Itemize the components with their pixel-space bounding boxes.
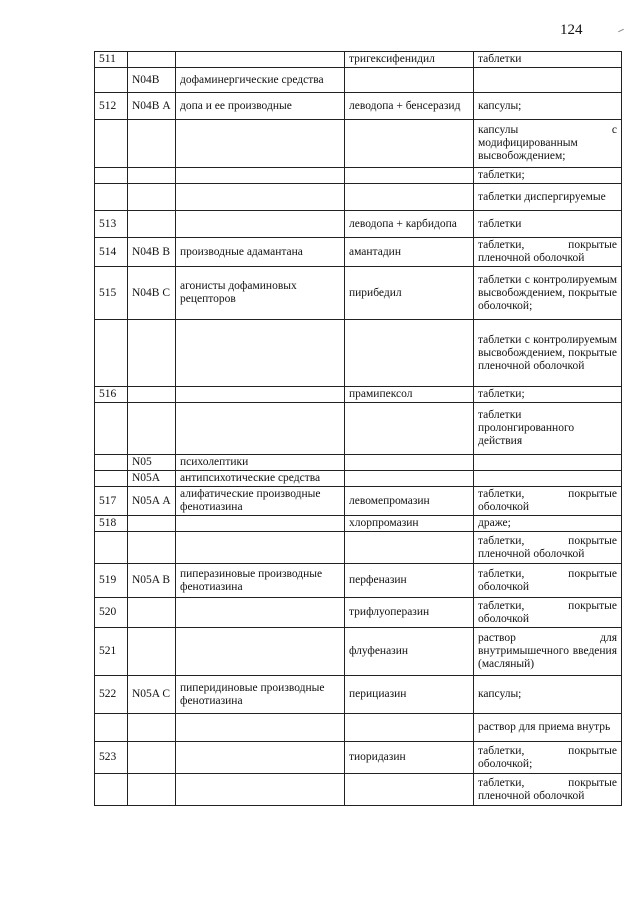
pharmacological-group-cell [176, 774, 345, 806]
pharmacological-group-cell: антипсихотические средства [176, 471, 345, 487]
dosage-form-cell: таблетки, покрытые пленочной оболочкой [474, 238, 622, 267]
table-row [95, 68, 622, 93]
dosage-form-cell: таблетки, покрытые оболочкой [474, 564, 622, 598]
row-number-cell [95, 120, 128, 168]
row-number-cell: 514 [95, 238, 128, 267]
pharmacological-group-cell: производные адамантана [176, 238, 345, 267]
atc-code-cell [128, 598, 176, 628]
dosage-form-cell: капсулы с модифицированным высвобождением; [474, 120, 622, 168]
table-body [95, 52, 622, 806]
drug-name-cell [345, 455, 474, 471]
drug-name-cell: левомепромазин [345, 487, 474, 516]
row-number-cell [95, 320, 128, 387]
table-row [95, 211, 622, 238]
row-number-cell [95, 184, 128, 211]
row-number-cell: 513 [95, 211, 128, 238]
atc-code-cell: N05A С [128, 676, 176, 714]
drug-name-cell: перфеназин [345, 564, 474, 598]
pharmacological-group-cell [176, 516, 345, 532]
table-row [95, 184, 622, 211]
pharmacological-group-cell [176, 320, 345, 387]
drug-name-cell: флуфеназин [345, 628, 474, 676]
row-number-cell: 523 [95, 742, 128, 774]
row-number-cell: 512 [95, 93, 128, 120]
atc-code-cell [128, 52, 176, 68]
dosage-form-cell: капсулы; [474, 676, 622, 714]
row-number-cell [95, 532, 128, 564]
pharmacological-group-cell: агонисты дофаминовых рецепторов [176, 267, 345, 320]
pharmacological-group-cell [176, 120, 345, 168]
dosage-form-cell [474, 471, 622, 487]
dosage-form-cell: драже; [474, 516, 622, 532]
table-row [95, 774, 622, 806]
row-number-cell [95, 714, 128, 742]
drug-name-cell: леводопа + бенсеразид [345, 93, 474, 120]
table-row [95, 320, 622, 387]
drug-name-cell [345, 714, 474, 742]
pharmacological-group-cell: дофаминергические средства [176, 68, 345, 93]
pharmacological-group-cell: допа и ее производные [176, 93, 345, 120]
atc-code-cell [128, 774, 176, 806]
drug-name-cell: трифлуоперазин [345, 598, 474, 628]
atc-code-cell: N04B С [128, 267, 176, 320]
row-number-cell: 522 [95, 676, 128, 714]
row-number-cell: 519 [95, 564, 128, 598]
pharmacological-group-cell [176, 628, 345, 676]
dosage-form-cell [474, 455, 622, 471]
drug-name-cell [345, 320, 474, 387]
drug-name-cell [345, 532, 474, 564]
atc-code-cell: N04B [128, 68, 176, 93]
row-number-cell [95, 168, 128, 184]
table-row [95, 52, 622, 68]
table-row [95, 598, 622, 628]
atc-code-cell [128, 320, 176, 387]
drug-name-cell [345, 68, 474, 93]
dosage-form-cell: таблетки диспергируемые [474, 184, 622, 211]
drug-name-cell: пирибедил [345, 267, 474, 320]
row-number-cell [95, 403, 128, 455]
atc-code-cell [128, 168, 176, 184]
dosage-form-cell: раствор для приема внутрь [474, 714, 622, 742]
pharmacological-group-cell: психолептики [176, 455, 345, 471]
row-number-cell: 518 [95, 516, 128, 532]
table-row [95, 516, 622, 532]
table-row [95, 532, 622, 564]
atc-code-cell: N05 [128, 455, 176, 471]
pharmacological-group-cell [176, 714, 345, 742]
table-row [95, 676, 622, 714]
table-row [95, 714, 622, 742]
pharmacological-group-cell: пиперидиновые производные фенотиазина [176, 676, 345, 714]
row-number-cell [95, 455, 128, 471]
row-number-cell [95, 471, 128, 487]
dosage-form-cell: таблетки с контролируемым высвобождением, покрытые пленочной оболочкой [474, 320, 622, 387]
dosage-form-cell: таблетки [474, 211, 622, 238]
pharmacological-group-cell [176, 168, 345, 184]
pharmacological-group-cell [176, 403, 345, 455]
dosage-form-cell: таблетки; [474, 387, 622, 403]
table-row [95, 742, 622, 774]
drug-name-cell: тиоридазин [345, 742, 474, 774]
pharmacological-group-cell [176, 742, 345, 774]
dosage-form-cell: таблетки [474, 52, 622, 68]
atc-code-cell [128, 184, 176, 211]
pharmacological-group-cell [176, 598, 345, 628]
page-number: 124 [560, 22, 583, 38]
table-row [95, 487, 622, 516]
row-number-cell: 516 [95, 387, 128, 403]
row-number-cell: 517 [95, 487, 128, 516]
drug-name-cell [345, 184, 474, 211]
drug-name-cell [345, 168, 474, 184]
pharmacological-group-cell [176, 532, 345, 564]
dosage-form-cell: таблетки; [474, 168, 622, 184]
dosage-form-cell: таблетки, покрытые пленочной оболочкой [474, 774, 622, 806]
drug-name-cell: леводопа + карбидопа [345, 211, 474, 238]
drug-name-cell: хлорпромазин [345, 516, 474, 532]
table-row [95, 403, 622, 455]
drug-name-cell: амантадин [345, 238, 474, 267]
row-number-cell: 521 [95, 628, 128, 676]
table-row [95, 93, 622, 120]
atc-code-cell: N05A А [128, 487, 176, 516]
pharmacological-group-cell [176, 211, 345, 238]
dosage-form-cell: таблетки, покрытые оболочкой [474, 487, 622, 516]
drug-name-cell [345, 120, 474, 168]
drug-name-cell [345, 471, 474, 487]
table-row [95, 120, 622, 168]
table-row [95, 387, 622, 403]
table-row [95, 168, 622, 184]
atc-code-cell [128, 628, 176, 676]
table-row [95, 471, 622, 487]
pharmacological-group-cell: пиперазиновые производные фенотиазина [176, 564, 345, 598]
dosage-form-cell: таблетки, покрытые оболочкой; [474, 742, 622, 774]
pharmacological-group-cell [176, 387, 345, 403]
table-row [95, 564, 622, 598]
atc-code-cell: N04B А [128, 93, 176, 120]
atc-code-cell [128, 387, 176, 403]
table-row [95, 628, 622, 676]
atc-code-cell [128, 403, 176, 455]
pharmacological-group-cell: алифатические производные фенотиазина [176, 487, 345, 516]
drug-name-cell [345, 774, 474, 806]
atc-code-cell: N04B В [128, 238, 176, 267]
row-number-cell: 520 [95, 598, 128, 628]
scan-mark [618, 29, 624, 32]
dosage-form-cell: таблетки, покрытые пленочной оболочкой [474, 532, 622, 564]
drug-name-cell: тригексифенидил [345, 52, 474, 68]
dosage-form-cell: капсулы; [474, 93, 622, 120]
row-number-cell [95, 68, 128, 93]
atc-code-cell [128, 714, 176, 742]
dosage-form-cell: раствор для внутримышечного введения (масляный) [474, 628, 622, 676]
drug-name-cell [345, 403, 474, 455]
atc-code-cell: N05A В [128, 564, 176, 598]
atc-code-cell [128, 211, 176, 238]
dosage-form-cell: таблетки, покрытые оболочкой [474, 598, 622, 628]
dosage-form-cell: таблетки с контролируемым высвобождением, покрытые оболочкой; [474, 267, 622, 320]
pharmacological-group-cell [176, 52, 345, 68]
row-number-cell: 511 [95, 52, 128, 68]
row-number-cell [95, 774, 128, 806]
atc-code-cell [128, 532, 176, 564]
row-number-cell: 515 [95, 267, 128, 320]
dosage-form-cell: таблетки пролонгированного действия [474, 403, 622, 455]
table-row [95, 267, 622, 320]
atc-code-cell [128, 120, 176, 168]
drug-name-cell: перициазин [345, 676, 474, 714]
table-row [95, 455, 622, 471]
table-row [95, 238, 622, 267]
dosage-form-cell [474, 68, 622, 93]
drug-name-cell: прамипексол [345, 387, 474, 403]
atc-code-cell [128, 742, 176, 774]
atc-code-cell: N05A [128, 471, 176, 487]
medicines-table [94, 51, 622, 806]
atc-code-cell [128, 516, 176, 532]
pharmacological-group-cell [176, 184, 345, 211]
